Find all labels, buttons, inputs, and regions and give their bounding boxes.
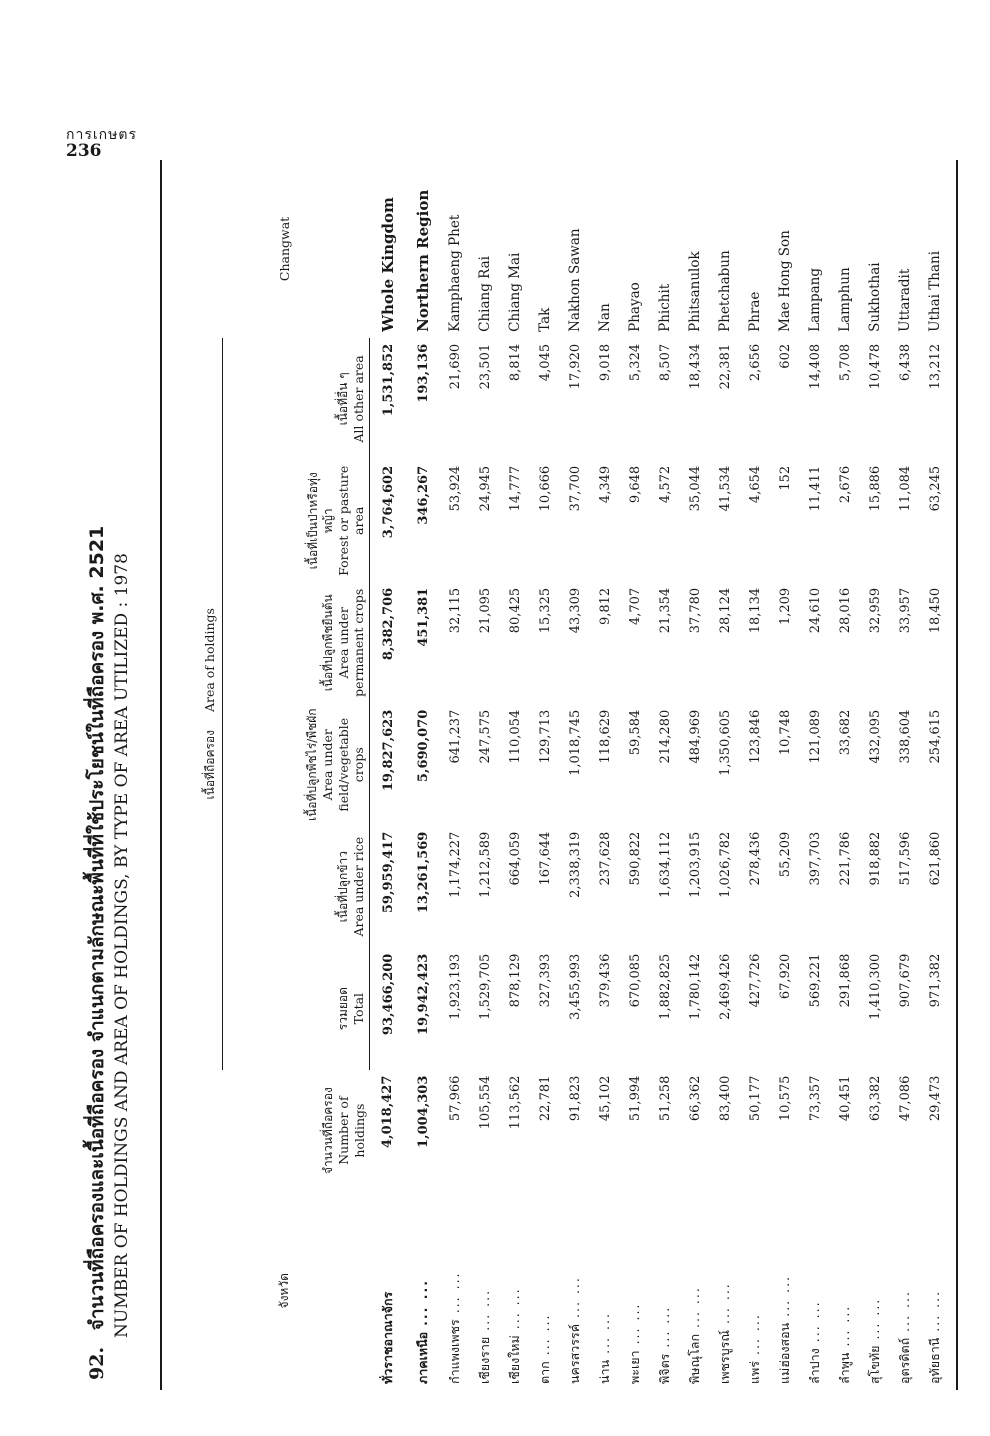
cell-total: 19,942,423	[415, 953, 431, 1036]
leader-dots: ... ...	[777, 1274, 792, 1317]
cell-total: 3,455,993	[567, 953, 583, 1020]
cell-other: 9,018	[597, 343, 613, 382]
table-row	[530, 160, 560, 1390]
cell-forest: 4,349	[597, 465, 613, 504]
cell-other: 5,708	[837, 343, 853, 382]
section-name: การเกษตร	[66, 127, 137, 143]
changwat-thai-label: นครสวรรค์	[567, 1323, 582, 1384]
cell-total: 291,868	[837, 953, 853, 1008]
cell-changwat-en: Tak	[537, 307, 553, 332]
cell-perm: 28,124	[717, 587, 733, 634]
changwat-thai-label: กำแพงเพชร	[447, 1319, 462, 1384]
changwat-thai-label: ลำพูน	[837, 1352, 852, 1384]
cell-perm: 24,610	[807, 587, 823, 634]
cell-field: 110,054	[507, 709, 523, 764]
cell-changwat-en: Phitsanulok	[687, 251, 703, 332]
changwat-thai-label: ลำปาง	[807, 1348, 822, 1384]
cell-perm: 21,354	[657, 587, 673, 634]
cell-holdings: 50,177	[747, 1075, 763, 1122]
cell-changwat-en: Uthai Thani	[927, 250, 943, 332]
leader-dots: ... ...	[837, 1304, 852, 1347]
cell-holdings: 113,562	[507, 1075, 523, 1130]
cell-rice: 167,644	[537, 831, 553, 886]
cell-changwat-thai	[650, 1192, 680, 1390]
changwat-thai-label: พิษณุโลก	[687, 1333, 702, 1384]
cell-rice: 590,822	[627, 831, 643, 886]
cell-rice: 1,026,782	[717, 831, 733, 898]
changwat-thai-label: แม่ฮ่องสอน	[777, 1322, 792, 1384]
cell-other: 21,690	[447, 343, 463, 390]
table-row	[440, 160, 470, 1390]
header-field-crops: เนื้อที่ปลูกพืชไร่/พืชผัก Area under field/vegetable crops	[223, 704, 370, 826]
cell-holdings: 83,400	[717, 1075, 733, 1122]
cell-rice: 237,628	[597, 831, 613, 886]
leader-dots: ... ...	[447, 1271, 462, 1314]
cell-other: 2,656	[747, 343, 763, 382]
cell-forest: 41,534	[717, 465, 733, 512]
leader-dots: ... ...	[807, 1300, 822, 1343]
cell-perm: 80,425	[507, 587, 523, 634]
header-permanent-crops: เนื้อที่ปลูกพืชยืนต้น Area under permanent crops	[223, 582, 370, 704]
cell-rice: 2,338,319	[567, 831, 583, 898]
cell-changwat-en: Nan	[597, 303, 613, 332]
cell-field: 121,089	[807, 709, 823, 764]
cell-rice: 1,174,227	[447, 831, 463, 898]
cell-forest: 2,676	[837, 465, 853, 504]
cell-holdings: 47,086	[897, 1075, 913, 1122]
cell-changwat-thai	[860, 1192, 890, 1390]
table-row	[650, 160, 680, 1390]
leader-dots: ... ...	[927, 1289, 942, 1332]
leader-dots: ... ...	[567, 1276, 582, 1318]
cell-forest: 11,411	[807, 465, 823, 512]
cell-total: 1,410,300	[867, 953, 883, 1020]
cell-perm: 43,309	[567, 587, 583, 634]
cell-forest: 24,945	[477, 465, 493, 512]
leader-dots: ... ...	[597, 1312, 612, 1354]
cell-rice: 55,209	[777, 831, 793, 878]
cell-perm: 21,095	[477, 587, 493, 634]
cell-forest: 14,777	[507, 465, 523, 512]
header-forest-pasture: เนื้อที่เป็นป่าหรือทุ่งหญ้า Forest or pasture area	[223, 460, 370, 582]
cell-holdings: 51,258	[657, 1075, 673, 1122]
table-row	[890, 160, 920, 1390]
cell-holdings: 73,357	[807, 1075, 823, 1122]
cell-rice: 278,436	[747, 831, 763, 886]
cell-changwat-en: Lampang	[807, 268, 823, 332]
cell-total: 1,529,705	[477, 953, 493, 1020]
cell-forest: 152	[777, 465, 793, 491]
leader-dots: ... ...	[415, 1278, 430, 1326]
cell-perm: 15,325	[537, 587, 553, 634]
cell-changwat-en: Northern Region	[414, 189, 432, 332]
cell-holdings: 105,554	[477, 1075, 493, 1130]
cell-perm: 8,382,706	[380, 587, 396, 661]
cell-forest: 4,654	[747, 465, 763, 504]
cell-perm: 37,780	[687, 587, 703, 634]
cell-field: 338,604	[897, 709, 913, 764]
cell-changwat-en: Phichit	[657, 283, 673, 332]
cell-field: 129,713	[537, 709, 553, 764]
cell-perm: 33,957	[897, 587, 913, 634]
cell-changwat-thai	[920, 1192, 950, 1390]
leader-dots: ... ...	[537, 1313, 552, 1356]
cell-holdings: 45,102	[597, 1075, 613, 1122]
cell-changwat-thai	[800, 1192, 830, 1390]
cell-forest: 63,245	[927, 465, 943, 512]
cell-changwat-thai	[530, 1192, 560, 1390]
cell-rice: 397,703	[807, 831, 823, 886]
leader-dots: ... ...	[657, 1305, 672, 1348]
cell-other: 193,136	[415, 343, 431, 403]
cell-holdings: 51,994	[627, 1075, 643, 1122]
cell-changwat-thai	[560, 1192, 590, 1390]
changwat-thai-label: เพชรบูรณ์	[717, 1330, 732, 1384]
cell-changwat-thai	[500, 1192, 530, 1390]
cell-changwat-en: Mae Hong Son	[777, 230, 793, 332]
cell-changwat-thai	[370, 1192, 407, 1390]
cell-changwat-thai	[890, 1192, 920, 1390]
cell-perm: 451,381	[415, 587, 431, 647]
header-rice: เนื้อที่ปลูกข้าว Area under rice	[223, 826, 370, 948]
table-row	[500, 160, 530, 1390]
cell-total: 67,920	[777, 953, 793, 1000]
changwat-thai-label: แพร่	[747, 1360, 762, 1384]
cell-other: 5,324	[627, 343, 643, 382]
cell-holdings: 57,966	[447, 1075, 463, 1122]
cell-perm: 9,812	[597, 587, 613, 626]
cell-other: 18,434	[687, 343, 703, 390]
cell-total: 670,085	[627, 953, 643, 1008]
cell-changwat-thai	[740, 1192, 770, 1390]
cell-total: 907,679	[897, 953, 913, 1008]
changwat-thai-label: อุทัยธานี	[927, 1337, 942, 1384]
cell-holdings: 66,362	[687, 1075, 703, 1122]
cell-perm: 4,707	[627, 587, 643, 626]
changwat-thai-label: สุโขทัย	[867, 1345, 882, 1384]
cell-rice: 13,261,569	[415, 831, 431, 914]
leader-dots: ... ...	[717, 1282, 732, 1325]
cell-rice: 221,786	[837, 831, 853, 886]
cell-field: 214,280	[657, 709, 673, 764]
cell-changwat-thai	[406, 1192, 440, 1390]
cell-changwat-en: Whole Kingdom	[378, 197, 397, 332]
table-row	[470, 160, 500, 1390]
cell-total: 569,221	[807, 953, 823, 1008]
leader-dots: ... ...	[477, 1288, 492, 1331]
cell-holdings: 40,451	[837, 1075, 853, 1122]
cell-changwat-en: Uttaradit	[897, 268, 913, 332]
cell-field: 432,095	[867, 709, 883, 764]
cell-perm: 18,134	[747, 587, 763, 634]
cell-changwat-thai	[620, 1192, 650, 1390]
header-holdings: จำนวนที่ถือครอง Number of holdings	[321, 1087, 367, 1175]
cell-field: 1,350,605	[717, 709, 733, 776]
cell-other: 1,531,852	[380, 343, 396, 417]
cell-rice: 621,860	[927, 831, 943, 886]
cell-perm: 28,016	[837, 587, 853, 634]
cell-forest: 9,648	[627, 465, 643, 504]
table-row	[800, 160, 830, 1390]
cell-other: 8,507	[657, 343, 673, 382]
cell-forest: 37,700	[567, 465, 583, 512]
cell-changwat-en: Kamphaeng Phet	[447, 214, 463, 332]
table-number: 92.	[86, 1346, 108, 1380]
cell-field: 33,682	[837, 709, 853, 756]
cell-other: 6,438	[897, 343, 913, 382]
cell-other: 13,212	[927, 343, 943, 390]
leader-dots: ... ...	[507, 1287, 522, 1330]
cell-forest: 346,267	[415, 465, 431, 525]
cell-changwat-en: Phetchabun	[717, 250, 733, 332]
cell-field: 254,615	[927, 709, 943, 764]
cell-field: 123,846	[747, 709, 763, 764]
table-row	[590, 160, 620, 1390]
cell-changwat-en: Chiang Rai	[477, 256, 493, 332]
cell-other: 17,920	[567, 343, 583, 390]
cell-rice: 664,059	[507, 831, 523, 886]
cell-field: 641,237	[447, 709, 463, 764]
table-row	[370, 160, 407, 1390]
cell-total: 93,466,200	[380, 953, 396, 1036]
cell-rice: 918,882	[867, 831, 883, 886]
table-body	[370, 160, 951, 1390]
cell-changwat-thai	[440, 1192, 470, 1390]
cell-holdings: 22,781	[537, 1075, 553, 1122]
page-header	[66, 128, 137, 161]
header-area-group: เนื้อที่ถือครอง Area of holdings	[200, 338, 223, 1070]
cell-changwat-thai	[710, 1192, 740, 1390]
top-rule	[160, 160, 162, 1390]
table-row	[830, 160, 860, 1390]
cell-field: 247,575	[477, 709, 493, 764]
cell-changwat-thai	[680, 1192, 710, 1390]
header-row-top	[200, 160, 223, 1390]
table-title-thai	[82, 526, 112, 1380]
bottom-rule	[956, 160, 958, 1390]
leader-dots: ... ...	[747, 1313, 762, 1355]
header-changwat-thai: จังหวัด	[277, 1273, 292, 1309]
cell-total: 971,382	[927, 953, 943, 1008]
cell-perm: 32,959	[867, 587, 883, 634]
cell-field: 19,827,623	[380, 709, 396, 792]
changwat-thai-label: น่าน	[597, 1359, 612, 1384]
cell-total: 878,129	[507, 953, 523, 1008]
table-row	[740, 160, 770, 1390]
cell-total: 2,469,426	[717, 953, 733, 1020]
cell-holdings: 63,382	[867, 1075, 883, 1122]
leader-dots: ... ...	[627, 1302, 642, 1345]
changwat-thai-label: พิจิตร	[657, 1353, 672, 1384]
cell-forest: 3,764,602	[380, 465, 396, 539]
changwat-thai-label: อุตรดิตถ์	[897, 1337, 912, 1384]
cell-holdings: 4,018,427	[380, 1075, 396, 1148]
cell-total: 1,923,193	[447, 953, 463, 1020]
header-total: รวมยอด Total	[223, 948, 370, 1070]
leader-dots: ... ...	[687, 1286, 702, 1328]
cell-total: 1,882,825	[657, 953, 673, 1020]
cell-forest: 4,572	[657, 465, 673, 504]
cell-field: 1,018,745	[567, 709, 583, 776]
leader-dots: ... ...	[897, 1290, 912, 1332]
cell-changwat-en: Lamphun	[837, 267, 853, 332]
table-row	[680, 160, 710, 1390]
cell-field: 484,969	[687, 709, 703, 764]
cell-rice: 59,959,417	[380, 831, 396, 914]
cell-changwat-thai	[770, 1192, 800, 1390]
cell-changwat-en: Chiang Mai	[507, 252, 523, 332]
cell-forest: 11,084	[897, 465, 913, 512]
cell-rice: 1,212,589	[477, 831, 493, 898]
table-title-thai-text: จำนวนที่ถือครองและเนื้อที่ถือครอง จำแนกตามลักษณะพื้นที่ที่ใช้ประโยชน์ในที่ถือครอง พ.ศ. 2521	[86, 525, 108, 1331]
table-row	[920, 160, 950, 1390]
header-other-area: เนื้อที่อื่น ๆ All other area	[223, 338, 370, 460]
cell-holdings: 29,473	[927, 1075, 943, 1122]
cell-holdings: 1,004,303	[415, 1075, 431, 1148]
table-row	[860, 160, 890, 1390]
changwat-thai-label: ภาคเหนือ	[415, 1331, 430, 1384]
table-row	[710, 160, 740, 1390]
cell-field: 10,748	[777, 709, 793, 756]
cell-perm: 1,209	[777, 587, 793, 626]
rotated-table-sheet	[60, 160, 943, 1390]
changwat-thai-label: พะเยา	[627, 1350, 642, 1384]
table-title-english: NUMBER OF HOLDINGS AND AREA OF HOLDINGS, BY TYPE OF AREA UTILIZED : 1978	[112, 553, 132, 1338]
cell-total: 1,780,142	[687, 953, 703, 1020]
changwat-thai-label: ตาก	[537, 1361, 552, 1384]
leader-dots: ... ...	[867, 1297, 882, 1340]
cell-other: 14,408	[807, 343, 823, 390]
cell-other: 602	[777, 343, 793, 369]
cell-field: 59,584	[627, 709, 643, 756]
holdings-table	[200, 160, 950, 1390]
cell-changwat-thai	[470, 1192, 500, 1390]
cell-changwat-en: Sukhothai	[867, 262, 883, 332]
cell-holdings: 10,575	[777, 1075, 793, 1122]
changwat-thai-label: เชียงราย	[477, 1336, 492, 1384]
cell-forest: 15,886	[867, 465, 883, 512]
cell-total: 379,436	[597, 953, 613, 1008]
cell-forest: 53,924	[447, 465, 463, 512]
cell-changwat-en: Phrae	[747, 291, 763, 332]
cell-forest: 10,666	[537, 465, 553, 512]
table-row	[560, 160, 590, 1390]
cell-field: 5,690,070	[415, 709, 431, 783]
cell-other: 8,814	[507, 343, 523, 382]
changwat-thai-label: ทั่วราชอาณาจักร	[379, 1291, 395, 1384]
page-number: 236	[66, 140, 102, 161]
cell-changwat-en: Nakhon Sawan	[567, 228, 583, 332]
cell-perm: 32,115	[447, 587, 463, 634]
cell-other: 22,381	[717, 343, 733, 390]
cell-total: 427,726	[747, 953, 763, 1008]
cell-other: 4,045	[537, 343, 553, 382]
cell-perm: 18,450	[927, 587, 943, 634]
cell-rice: 517,596	[897, 831, 913, 886]
cell-changwat-thai	[590, 1192, 620, 1390]
cell-total: 327,393	[537, 953, 553, 1008]
table-row	[406, 160, 440, 1390]
cell-holdings: 91,823	[567, 1075, 583, 1122]
table-row	[770, 160, 800, 1390]
cell-other: 23,501	[477, 343, 493, 390]
table-row	[620, 160, 650, 1390]
cell-other: 10,478	[867, 343, 883, 390]
header-changwat-en: Changwat	[276, 216, 292, 282]
cell-rice: 1,634,112	[657, 831, 673, 898]
cell-changwat-thai	[830, 1192, 860, 1390]
cell-rice: 1,203,915	[687, 831, 703, 898]
cell-field: 118,629	[597, 709, 613, 764]
cell-changwat-en: Phayao	[627, 282, 643, 332]
cell-forest: 35,044	[687, 465, 703, 512]
changwat-thai-label: เชียงใหม่	[507, 1335, 522, 1384]
